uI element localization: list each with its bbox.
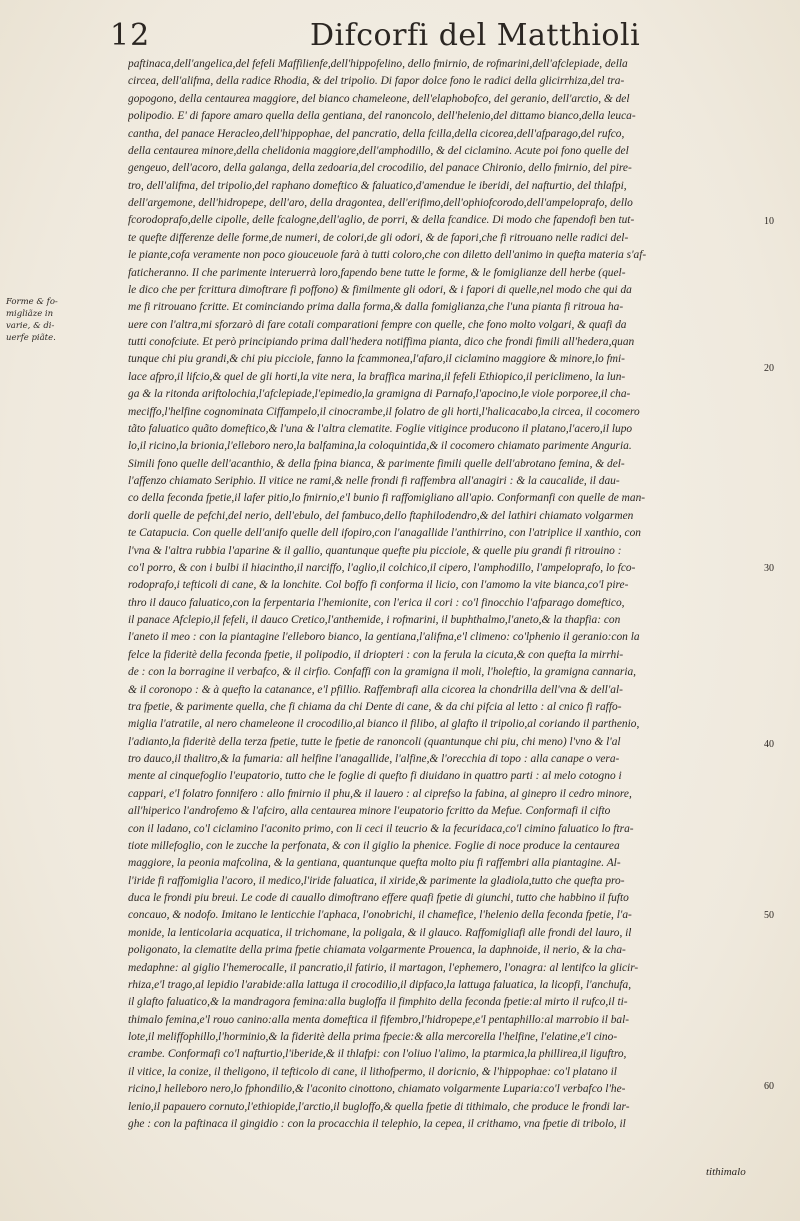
margin-note-line: Forme & fo- (6, 297, 58, 307)
text-line: fcorodoprafo,delle cipolle, delle fcalogne,dell'aglio, de porri, & della fcandice. Di modo che fapendofi ben tut- (128, 214, 635, 227)
text-line: gopogono, della centaurea maggiore, del bianco chameleone, dell'elaphobofco, del geranio, dell'arctio, & del (128, 92, 630, 105)
catchword: tithimalo (706, 1166, 746, 1178)
text-line: lote,il meliffophillo,l'horminio,& la fideritè della prima fpecie:& alla mercorella l'helfine, l'elatine,e'l cino- (128, 1031, 618, 1043)
text-line: dorli quelle de pefchi,del nerio, dell'ebulo, del fambuco,dello ftaphilodendro,& del lathiri chiamato volgarmen (128, 509, 634, 522)
text-line: della centaurea minore,della chelidonia maggiore,dell'amphodillo, & del ciclamino. Acute poi fono quelle del (128, 144, 629, 157)
text-line: lace afpro,il lifcio,& quel de gli horti,la vite nera, la braffica marina,il fefeli Ethiopico,il periclimeno, la lun- (128, 370, 626, 383)
text-line: felce la fideritè della feconda fpetie, il polipodio, il driopteri : con la ferula la cicuta,& con quefta la mirrhi- (128, 648, 624, 661)
text-line: de : con la borragine il verbafco, & il cirfio. Confaffi con la gramigna il moli, l'holeftio, la gramigna cannaria, (128, 666, 637, 679)
text-line: tutti conofciute. Et però principiando prima dall'hedera notiffima pianta, dico che frondi fimili all'hedera,quan (128, 336, 635, 348)
text-line: uere con l'altra,mi sforzarò di fare cotali comparationi fempre con quelle, che fono molto volgari, & quafi da (128, 318, 627, 331)
text-line: medaphne: al giglio l'hemerocalle, il pancratio,il fatirio, il martagon, l'ephemero, l'onagra: al lentifco la glicir- (128, 961, 639, 974)
text-line: crambe. Conformafi co'l nafturtio,l'iberide,& il thlafpi: con l'oliuo l'alimo, la ptarmica,la phillirea,il liguftro, (128, 1048, 627, 1061)
text-line: paftinaca,dell'angelica,del fefeli Maffilienfe,dell'hippofelino, dello fmirnio, de rofmarini,dell'afclepiade, della (128, 58, 628, 70)
line-number-marker: 10 (764, 216, 774, 227)
margin-note-line: uerfe piãte. (6, 333, 56, 343)
line-number-marker: 50 (764, 910, 774, 921)
text-line: monide, la lenticolaria acquatica, il trichomane, la poligala, & il glauco. Raffomigliafi alle frondi del lauro, il (128, 926, 632, 939)
text-line: gengeuo, dell'acoro, della galanga, della zedoaria,del crocodilio, del panace Chironio, dello fmirnio, del pire- (128, 162, 632, 175)
text-line: ga & la ritonda ariftolochia,l'afclepiade,l'epimedio,la gramigna di Parnafo,l'apocino,le viole porporee,il cha- (128, 388, 631, 401)
text-line: l'aneto il meo : con la piantagine l'elleboro bianco, la gentiana,l'alifma,e'l climeno: co'lphenio il geranio:con la (128, 631, 640, 644)
body-text (128, 56, 760, 1133)
text-line: dell'argemone, dell'hidropepe, dell'aro, della dragontea, dell'erifimo,dell'ophiofcorodo,dell'ampeloprafo, dello (128, 197, 633, 209)
text-line: circea, dell'alifma, della radice Rhodia, & del tripolio. Di fapor dolce fono le radici della glicirrhiza,del tra- (128, 75, 625, 88)
margin-note-line: varie, & di- (6, 321, 55, 331)
running-head: Difcorfi del Matthioli (310, 18, 641, 53)
text-line: tra fpetie, & parimente quella, che fi chiama da chi Dente di cane, & da chi pifcia al letto : al cnico fi raffo- (128, 700, 622, 713)
text-line: lenio,il papauero cornuto,l'ethiopide,l'arctio,il bugloffo,& quella fpetie di tithimalo, che produce le frondi lar- (128, 1100, 630, 1113)
text-line: rodoprafo,i tefticoli di cane, & la lonchite. Col boffo fi conforma il licio, con l'amomo la vite bianca,co'l pire- (128, 579, 629, 592)
text-line: concauo, & nodofo. Imitano le lenticchie l'aphaca, l'onobrichi, il chamefice, l'helenio della feconda fpetie, l'a- (128, 909, 632, 922)
text-line: il vitice, la conize, il theligono, il tefticolo di cane, il lithofpermo, il doricnio, & l'hippophae: co'l platano il (128, 1065, 617, 1078)
text-line: rhiza,e'l trago,al lepidio l'arabide:alla lattuga il crocodilio,il dipfaco,la lattuga faluatica, la licopfi, l'anchufa, (128, 978, 632, 991)
text-line: thimalo femina,e'l rouo canino:alla menta domeftica il fifembro,l'hidropepe,e'l pentaphillo:al marrobio il bal- (128, 1013, 630, 1026)
text-line: faticheranno. Il che parimente interuerrà loro,fapendo bene tutte le forme, & le fomiglianze dell herbe (quel- (128, 266, 626, 279)
text-line: cantha, del panace Heracleo,dell'hippophae, del pancratio, della fcilla,della cicorea,dell'afparago,del rufco, (128, 127, 625, 140)
line-number-marker: 40 (764, 739, 774, 750)
text-line: Simili fono quelle dell'acanthio, & della fpina bianca, & parimente fimili quelle dell'abrotano femina, & del- (128, 457, 625, 470)
text-line: miglia l'atratile, al nero chameleone il crocodilio,al bianco il filibo, al glafto il tripolio,al coriando il parthenio, (128, 718, 640, 731)
text-line: polipodio. E' di fapore amaro quella della gentiana, del ranoncolo, dell'helenio,del dittamo bianco,della leuca- (128, 110, 636, 123)
text-line: con il ladano, co'l ciclamino l'aconito primo, con li ceci il teucrio & la fecuridaca,co'l cimino faluatico lo ftra- (128, 822, 634, 835)
text-line: lo,il ricino,la brionia,l'elleboro nero,la balfamina,la coloquintida,& il cocomero chiamato parimente Anguria. (128, 440, 632, 453)
text-line: ghe : con la paftinaca il gingidio : con la procacchia il telephio, la cepea, il crithamo, vna fpetie di tribolo, il (128, 1117, 626, 1130)
text-line: l'adianto,la fideritè della terza fpetie, tutte le fpetie de ranoncoli (quantunque chi piu, chi meno) l'vno & l'al (128, 735, 621, 748)
margin-note-line: migliãze in (6, 309, 54, 319)
text-line: te Catapucia. Con quelle dell'anifo quelle dell ifopiro,con l'anagallide l'anthirrino, con l'atriplice il xanthio, con (128, 527, 641, 540)
text-line: il glafto faluatico,& la mandragora femina:alla bugloffa il fimphito della feconda fpetie:al mirto il rufco,il ti- (128, 996, 628, 1009)
page-number: 12 (110, 18, 151, 53)
line-number-marker: 20 (764, 363, 774, 374)
text-line: duca le frondi piu breui. Le code di cauallo dimoftrano effere quafi fpetie di giunchi, tutto che habbino il fufto (128, 892, 629, 904)
page-header (110, 18, 670, 58)
text-line: l'iride fi raffomiglia l'acoro, il medico,l'iride faluatica, il xiride,& parimente la gladiola,tutto che quefta pro- (128, 874, 625, 887)
text-line: meciffo,l'helfine cognominata Ciffampelo,il cinocrambe,il folatro de gli horti,l'halicacabo,la circea, il cocomero (128, 405, 640, 418)
line-number-marker: 60 (764, 1081, 774, 1092)
text-line: all'hiperico l'androfemo & l'afciro, alla centaurea minore l'eupatorio fcritto da Mefue. Conformafi il cifto (128, 805, 611, 818)
text-line: le piante,cofa veramente non poco giouceuole farà à tutti coloro,che con diletto dell'animo in quefta materia s'af- (128, 249, 647, 262)
line-number-marker: 30 (764, 563, 774, 574)
text-line: co della feconda fpetie,il lafer pitio,lo fmirnio,e'l bunio fi raffomigliano all'apio. Conformanfi con quelle de man- (128, 492, 646, 505)
text-line: le dico che per fcrittura dimoftrare fi poffono) & fimilmente gli odori, & i fapori di quelle,nel modo che qui da (128, 283, 632, 296)
text-line: il panace Afclepio,il fefeli, il dauco Cretico,l'anthemide, i rofmarini, il buphthalmo,l'aneto,& la thapfia: con (128, 614, 621, 626)
text-line: tro, dell'alifma, del tripolio,del raphano domeftico & faluatico,d'amendue le iberidi, del nafturtio, del thlafpi, (128, 179, 627, 192)
margin-note (6, 296, 94, 344)
text-line: cappari, e'l folatro fonnifero : allo fmirnio il phu,& il lauero : al ciprefso la fabina, al ginepro il cedro minore, (128, 787, 632, 800)
text-line: me fi ritrouano fcritte. Et cominciando prima dalla forma,& dalla fomiglianza,che l'una pianta fi ritroua ha- (128, 301, 624, 314)
text-line: poligonato, la clematite della prima fpetie chiamata volgarmente Prouenca, la daphnoide, il nerio, & la cha- (128, 944, 626, 957)
text-line: ricino,l helleboro nero,lo fphondilio,& l'aconito cinottono, chiamato volgarmente Luparia:co'l verbafco l'he- (128, 1083, 626, 1096)
text-line: l'vna & l'altra rubbia l'aparine & il gallio, quantunque quefte piu picciole, & quelle piu grandi fi ritrouino : (128, 544, 622, 557)
text-line: te quefte differenze delle forme,de numeri, de colori,de gli odori, & de fapori,che fi ritrouano nelle radici del- (128, 231, 629, 244)
text-line: co'l porro, & con i bulbi il hiacintho,il narciffo, l'aglio,il colchico,il cipero, l'amphodillo, l'ampeloprafo, lo fco- (128, 561, 636, 574)
text-line: thro il dauco faluatico,con la ferpentaria l'hemionite, con l'erica il cori : co'l finocchio l'afparago domeftico, (128, 596, 625, 609)
text-line: tãto faluatico quãto domeftico,& l'una & l'altra clematite. Foglie vitigince producono il platano,l'acero,il lupo (128, 422, 633, 435)
text-line: tro dauco,il thalitro,& la fumaria: all helfine l'anagallide, l'alfine,& l'orecchia di topo : alla canape o vera- (128, 753, 620, 765)
text-line: & il coronopo : & à quefto la catanance, e'l pfillio. Raffembrafi alla cicorea la chondrilla dell'vna & dell'al- (128, 683, 623, 696)
text-line: l'affenzo chiamato Seriphio. Il vitice ne rami,& nelle frondi fi raffembra all'anagiri : & la caucalide, il dau- (128, 475, 620, 487)
text-line: tunque chi piu grandi,& chi piu picciole, fanno la fcammonea,l'afaro,il ciclamino maggiore & minore,lo fmi- (128, 353, 625, 366)
text-line: mente al cinquefoglio l'eupatorio, tutto che le foglie di quefto fi diuidano in quattro parti : al melo cotogno i (128, 770, 622, 783)
text-line: tiote millefoglio, con le zucche la perfonata, & con il giglio la phenice. Foglie di noce produce la centaurea (128, 839, 620, 852)
text-line: maggiore, la peonia mafcolina, & la gentiana, quantunque quefta molto piu fi raffembri alla piantagine. Al- (128, 857, 621, 870)
